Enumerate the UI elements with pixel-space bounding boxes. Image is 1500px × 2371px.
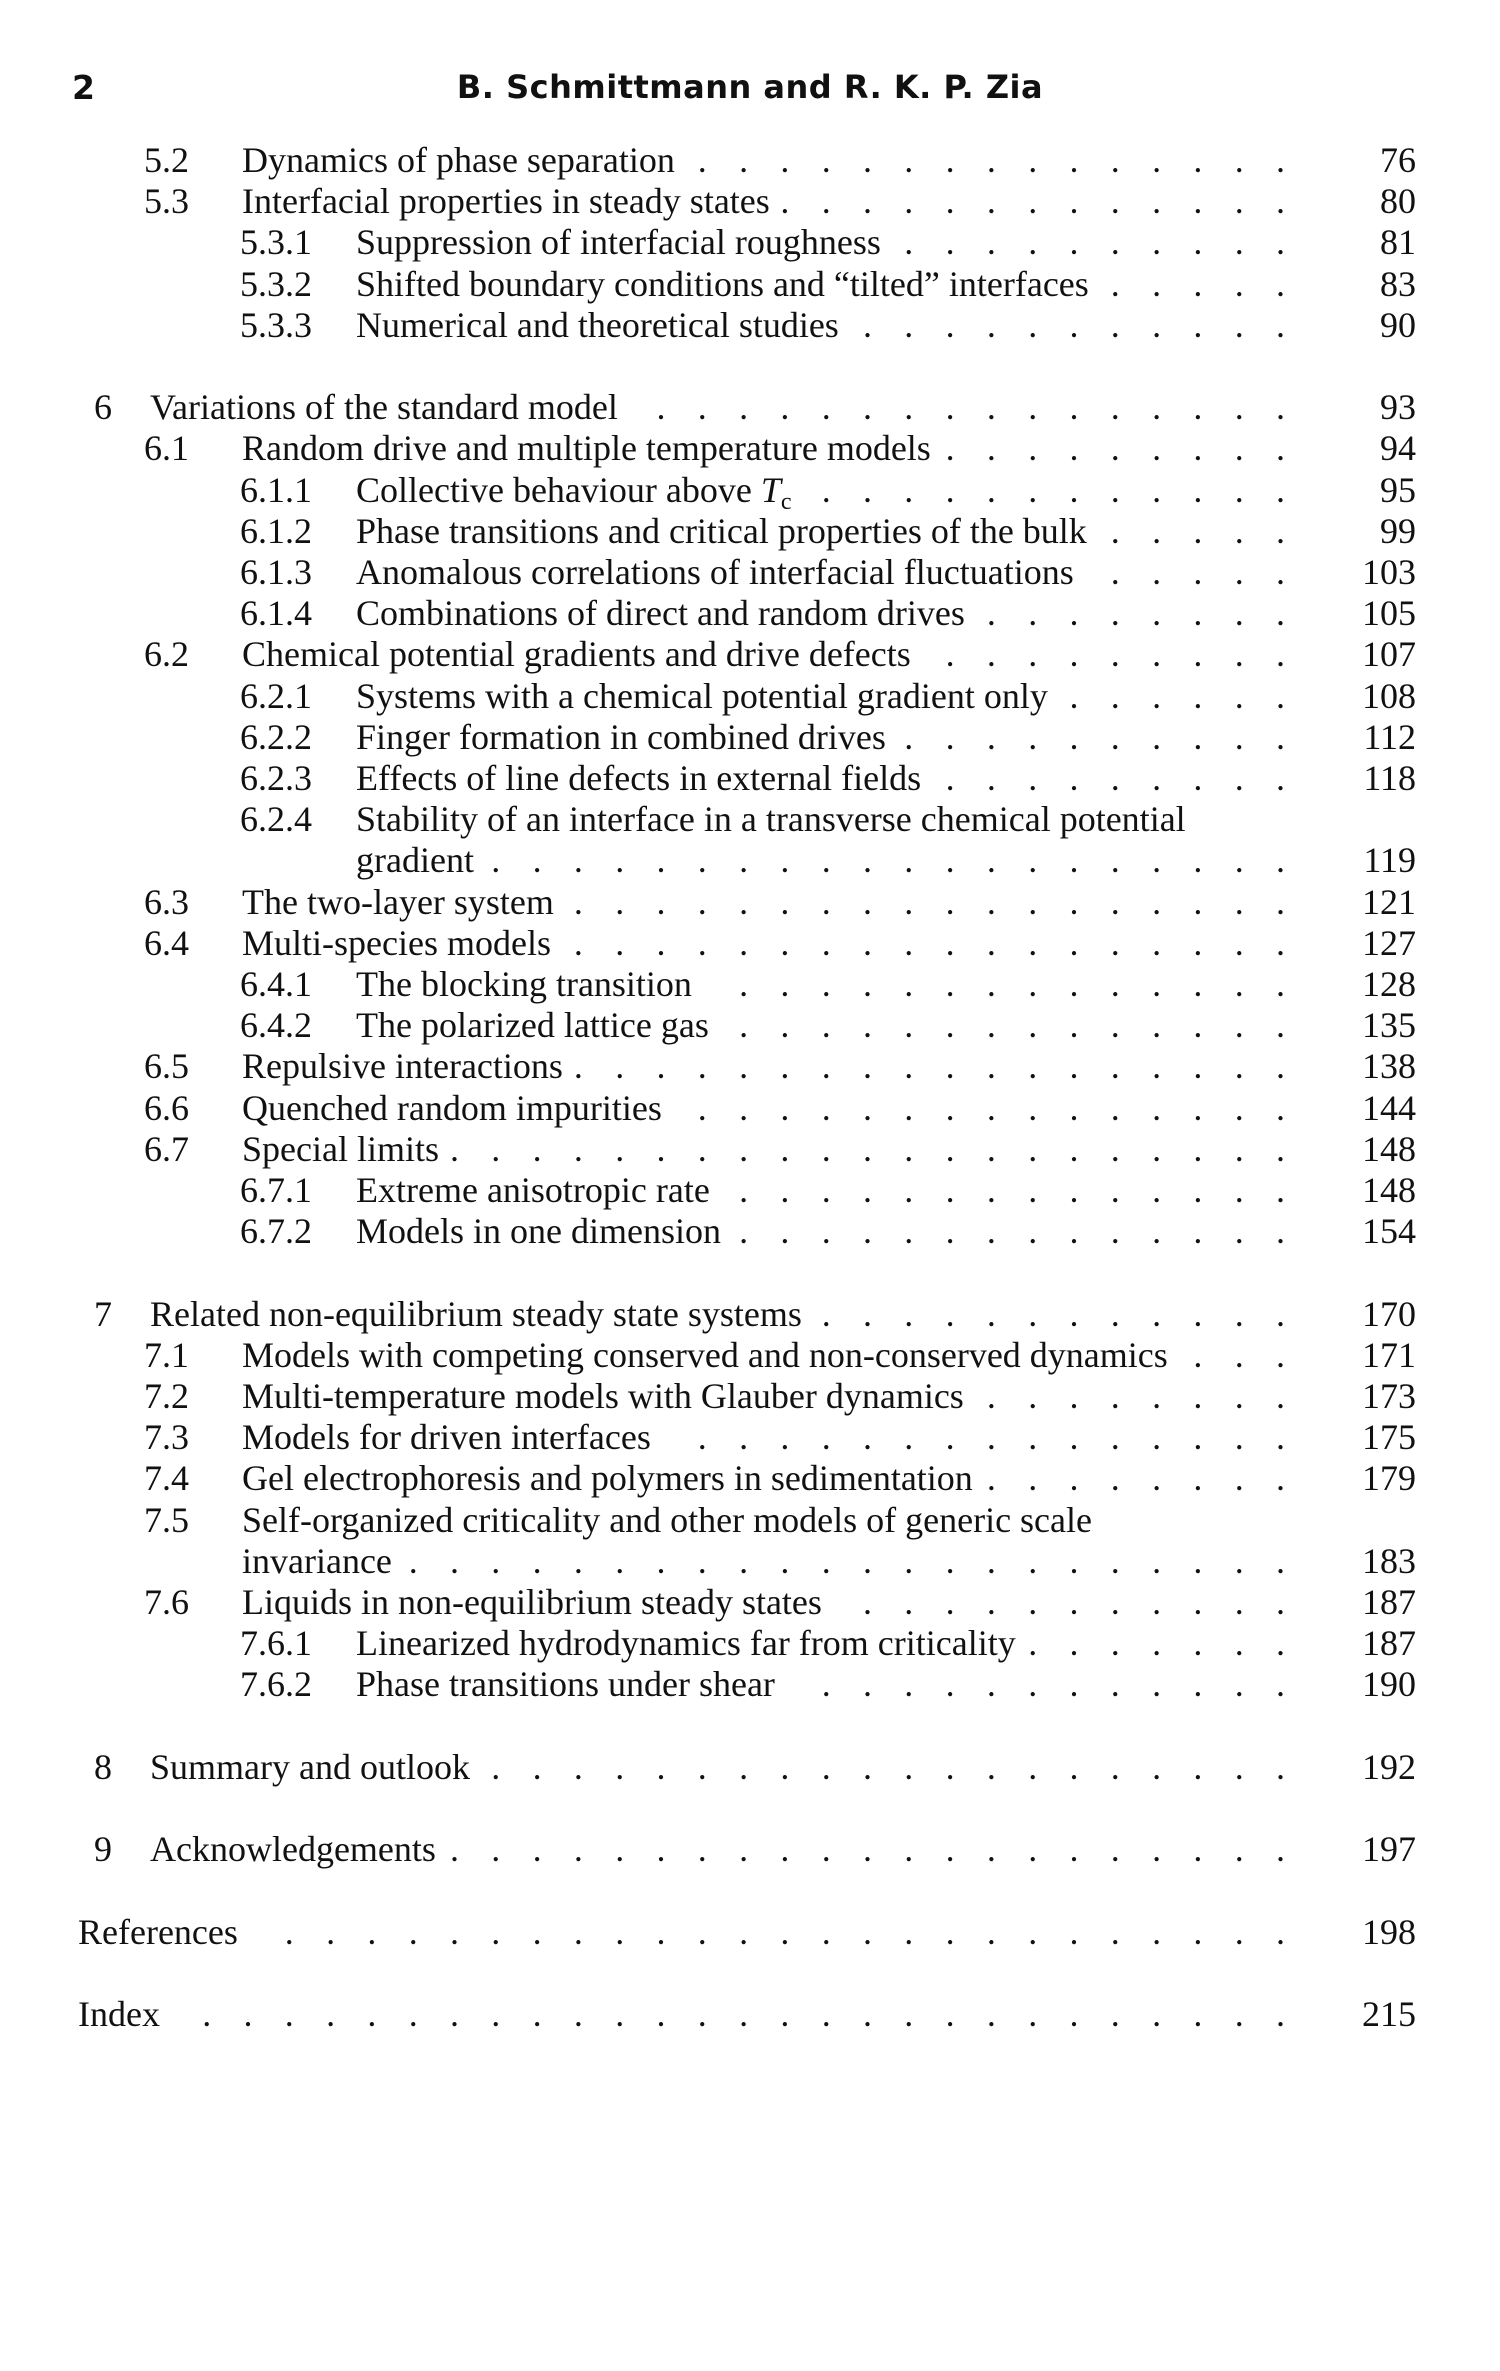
toc-entry-page: 83 bbox=[1380, 263, 1416, 304]
toc-entry-page: 148 bbox=[1362, 1128, 1416, 1169]
toc-entry: 6.1 Random drive and multiple temperature models . . . . . . . . . 94 bbox=[144, 428, 1416, 469]
toc-entry-title: Variations of the standard model bbox=[150, 387, 618, 428]
toc-entry-number: 6.2.3 bbox=[240, 758, 312, 798]
toc-entry-number: 6.2.4 bbox=[240, 799, 312, 840]
toc-entry: 6.6 Quenched random impurities . . . . . . . . . . . . . . . 144 bbox=[144, 1087, 1416, 1128]
toc-entry: 7.6 Liquids in non-equilibrium steady states . . . . . . . . . . . 187 bbox=[144, 1582, 1416, 1622]
toc-entry-page: 112 bbox=[1363, 716, 1416, 757]
toc-entry-title: Shifted boundary conditions and “tilted” interfaces bbox=[356, 263, 1089, 304]
toc-entry-number: 6.1 bbox=[144, 428, 189, 469]
toc-entry-page: 192 bbox=[1362, 1746, 1416, 1787]
toc-entry-number: 5.2 bbox=[144, 140, 189, 180]
toc-entry-number: 6.1.1 bbox=[240, 469, 312, 510]
toc-entry: 6.4.2 The polarized lattice gas . . . . . . . . . . . . . . 135 bbox=[240, 1005, 1416, 1046]
toc-entry-continuation: gradient . . . . . . . . . . . . . . . . . . . . 119 bbox=[356, 840, 1416, 881]
toc-entry-title-continued: invariance bbox=[242, 1540, 392, 1581]
toc-entry: 7.1 Models with competing conserved and non-conserved dynamics . . . 171 bbox=[144, 1334, 1416, 1375]
toc-entry: 5.2 Dynamics of phase separation . . . . . . . . . . . . . . . 76 bbox=[144, 140, 1416, 180]
toc-entry: 6.5 Repulsive interactions . . . . . . . . . . . . . . . . . . 138 bbox=[144, 1046, 1416, 1087]
toc-entry-number: 6.7.1 bbox=[240, 1170, 312, 1210]
toc-entry-page: 173 bbox=[1362, 1376, 1416, 1416]
toc-entry: References . . . . . . . . . . . . . . . . . . . . . . . . . 198 bbox=[78, 1911, 1416, 1952]
toc-entry-page: 93 bbox=[1380, 387, 1416, 428]
toc-entry-page: 138 bbox=[1362, 1046, 1416, 1087]
toc-entry-title: Finger formation in combined drives bbox=[356, 716, 886, 757]
toc-entry-title: Summary and outlook bbox=[150, 1746, 470, 1787]
toc-entry-page: 171 bbox=[1362, 1334, 1416, 1375]
toc-entry-title: The blocking transition bbox=[356, 964, 692, 1004]
toc-entry: 6 Variations of the standard model . . . . . . . . . . . . . . . . 93 bbox=[94, 387, 1416, 428]
toc-entry-title: Stability of an interface in a transverse chemical potential bbox=[356, 799, 1186, 840]
toc-entry: 7.4 Gel electrophoresis and polymers in sedimentation . . . . . . . . 179 bbox=[144, 1458, 1416, 1499]
toc-entry-page: 154 bbox=[1362, 1211, 1416, 1252]
toc-entry-title: Quenched random impurities bbox=[242, 1087, 662, 1128]
toc-entry-page: 127 bbox=[1362, 922, 1416, 963]
toc-entry-title: Linearized hydrodynamics far from criticality bbox=[356, 1623, 1016, 1664]
toc-entry: 6.1.4 Combinations of direct and random drives . . . . . . . . 105 bbox=[240, 593, 1416, 634]
toc-entry-page: 119 bbox=[1363, 840, 1416, 881]
toc-entry bbox=[0, 1500, 1500, 1541]
toc-entry: 6.4.1 The blocking transition . . . . . . . . . . . . . . 128 bbox=[240, 964, 1416, 1004]
toc-entry-page: 76 bbox=[1380, 140, 1416, 180]
toc-entry: 6.3 The two-layer system . . . . . . . . . . . . . . . . . . 121 bbox=[144, 881, 1416, 922]
running-header: B. Schmittmann and R. K. P. Zia bbox=[456, 68, 1044, 106]
toc-entry-number: 6.4.2 bbox=[240, 1005, 312, 1046]
toc-entry-number: 7.4 bbox=[144, 1458, 189, 1499]
toc-entry-title: Related non-equilibrium steady state systems bbox=[150, 1293, 802, 1334]
toc-entry: 5.3.1 Suppression of interfacial roughness . . . . . . . . . . 81 bbox=[240, 222, 1416, 263]
toc-entry: 7.6.1 Linearized hydrodynamics far from criticality . . . . . . . 187 bbox=[240, 1623, 1416, 1664]
toc-entry-page: 81 bbox=[1380, 222, 1416, 263]
toc-entry-page: 107 bbox=[1362, 634, 1416, 675]
toc-entry-page: 187 bbox=[1362, 1582, 1416, 1622]
toc-entry-number: 5.3.1 bbox=[240, 222, 312, 263]
toc-entry-title: Effects of line defects in external fields bbox=[356, 758, 922, 798]
page-number: 2 bbox=[72, 68, 95, 107]
toc-entry-number: 6.7 bbox=[144, 1128, 189, 1169]
toc-entry-page: 95 bbox=[1380, 469, 1416, 510]
toc-entry-page: 128 bbox=[1362, 964, 1416, 1004]
toc-entry-title: Models with competing conserved and non-conserved dynamics bbox=[242, 1334, 1168, 1375]
toc-entry-title: Random drive and multiple temperature models bbox=[242, 428, 931, 469]
toc-entry-title: Combinations of direct and random drives bbox=[356, 593, 965, 634]
toc-entry-page: 94 bbox=[1380, 428, 1416, 469]
toc-entry-title: Anomalous correlations of interfacial fluctuations bbox=[356, 552, 1074, 592]
toc-entry-page: 179 bbox=[1362, 1458, 1416, 1499]
toc-entry: 6.4 Multi-species models . . . . . . . . . . . . . . . . . . 127 bbox=[144, 922, 1416, 963]
toc-entry: 6.1.2 Phase transitions and critical properties of the bulk . . . . . 99 bbox=[240, 510, 1416, 551]
toc-entry-title: Phase transitions and critical properties of the bulk bbox=[356, 510, 1087, 551]
toc-entry-number: 5.3.3 bbox=[240, 304, 312, 345]
toc-entry-page: 148 bbox=[1362, 1170, 1416, 1210]
toc-entry-title: Self-organized criticality and other models of generic scale bbox=[242, 1499, 1092, 1540]
toc-entry-page: 99 bbox=[1380, 510, 1416, 551]
math-subscript: c bbox=[780, 488, 792, 515]
toc-entry-title: Multi-species models bbox=[242, 922, 551, 963]
toc-entry-number: 5.3.2 bbox=[240, 263, 312, 304]
toc-entry-title: Dynamics of phase separation bbox=[242, 140, 675, 180]
toc-entry: 6.7 Special limits . . . . . . . . . . . . . . . . . . . . . 148 bbox=[144, 1128, 1416, 1169]
toc-entry-page: 121 bbox=[1362, 881, 1416, 922]
toc-entry-page: 90 bbox=[1380, 304, 1416, 345]
toc-entry-number: 6.1.3 bbox=[240, 552, 312, 592]
toc-entry: 7.6.2 Phase transitions under shear . . . . . . . . . . . . 190 bbox=[240, 1664, 1416, 1705]
toc-entry-page: 103 bbox=[1362, 552, 1416, 592]
toc-entry-title: Liquids in non-equilibrium steady states bbox=[242, 1582, 822, 1622]
toc-entry-page: 80 bbox=[1380, 181, 1416, 222]
toc-entry-page: 135 bbox=[1362, 1005, 1416, 1046]
toc-entry-number: 7.1 bbox=[144, 1334, 189, 1375]
toc-entry-number: 6.4.1 bbox=[240, 964, 312, 1004]
toc-entry-title: Phase transitions under shear bbox=[356, 1664, 775, 1705]
toc-entry: Index . . . . . . . . . . . . . . . . . . . . . . . . . . . 215 bbox=[78, 1994, 1416, 2034]
toc-entry-number: 6.6 bbox=[144, 1087, 189, 1128]
toc-entry-number: 7.2 bbox=[144, 1376, 189, 1416]
toc-entry-number: 6.3 bbox=[144, 881, 189, 922]
toc-entry-title: Models for driven interfaces bbox=[242, 1417, 651, 1458]
toc-entry-number: 6.2 bbox=[144, 634, 189, 675]
toc-entry-title: The polarized lattice gas bbox=[356, 1005, 709, 1046]
toc-entry-number: 7.6.1 bbox=[240, 1623, 312, 1664]
toc-entry-number: 6.1.2 bbox=[240, 510, 312, 551]
toc-entry-page: 183 bbox=[1362, 1540, 1416, 1581]
toc-entry-title: Interfacial properties in steady states bbox=[242, 181, 770, 222]
toc-entry-number: 5.3 bbox=[144, 181, 189, 222]
toc-entry: 5.3 Interfacial properties in steady states . . . . . . . . . . . . . 80 bbox=[144, 181, 1416, 222]
toc-entry-title: Chemical potential gradients and drive defects bbox=[242, 634, 911, 675]
toc-entry-title: Multi-temperature models with Glauber dynamics bbox=[242, 1376, 964, 1416]
toc-entry-page: 187 bbox=[1362, 1623, 1416, 1664]
toc-entry: 6.2.3 Effects of line defects in external fields . . . . . . . . . 118 bbox=[240, 758, 1416, 798]
toc-entry: 5.3.3 Numerical and theoretical studies . . . . . . . . . . . 90 bbox=[240, 304, 1416, 345]
toc-entry-number: 7.3 bbox=[144, 1417, 189, 1458]
toc-entry-number: 6.7.2 bbox=[240, 1211, 312, 1252]
toc-entry: 5.3.2 Shifted boundary conditions and “tilted” interfaces . . . . . 83 bbox=[240, 263, 1416, 304]
toc-entry-title: Gel electrophoresis and polymers in sedimentation bbox=[242, 1458, 973, 1499]
toc-entry-number: 7 bbox=[94, 1293, 112, 1334]
toc-entry-number: 7.6.2 bbox=[240, 1664, 312, 1705]
toc-entry-number: 6.5 bbox=[144, 1046, 189, 1087]
toc-entry-number: 6 bbox=[94, 387, 112, 428]
toc-entry-title: Index bbox=[78, 1994, 160, 2034]
toc-entry-number: 7.6 bbox=[144, 1582, 189, 1622]
toc-entry-page: 175 bbox=[1362, 1417, 1416, 1458]
toc-entry-page: 197 bbox=[1362, 1829, 1416, 1870]
toc-entry: 9 Acknowledgements . . . . . . . . . . . . . . . . . . . . . 197 bbox=[94, 1829, 1416, 1870]
toc-entry: 6.7.1 Extreme anisotropic rate . . . . . . . . . . . . . . 148 bbox=[240, 1170, 1416, 1210]
toc-entry-page: 105 bbox=[1362, 593, 1416, 634]
toc-entry-title: Systems with a chemical potential gradient only bbox=[356, 675, 1048, 716]
toc-entry-title: Numerical and theoretical studies bbox=[356, 304, 839, 345]
toc-entry bbox=[0, 799, 1500, 840]
toc-entry: 6.1.1 Collective behaviour above $T_c$ . . . . . . . . . . . . 95 bbox=[0, 470, 1500, 511]
toc-entry-title: Acknowledgements bbox=[150, 1829, 436, 1870]
toc-entry: 6.1.3 Anomalous correlations of interfacial fluctuations . . . . . 103 bbox=[240, 552, 1416, 592]
toc-entry: 6.2 Chemical potential gradients and drive defects . . . . . . . . . 107 bbox=[144, 634, 1416, 675]
toc-entry-page: 144 bbox=[1362, 1087, 1416, 1128]
toc-entry: 6.2.1 Systems with a chemical potential gradient only . . . . . . 108 bbox=[240, 675, 1416, 716]
toc-entry-continuation: invariance . . . . . . . . . . . . . . . . . . . . . . 183 bbox=[242, 1540, 1416, 1581]
toc-entry-page: 108 bbox=[1362, 675, 1416, 716]
toc-entry: 7.2 Multi-temperature models with Glauber dynamics . . . . . . . . 173 bbox=[144, 1376, 1416, 1416]
toc-entry-title: Special limits bbox=[242, 1128, 439, 1169]
toc-entry-title: References bbox=[78, 1911, 238, 1952]
toc-entry: 7.3 Models for driven interfaces . . . . . . . . . . . . . . . 175 bbox=[144, 1417, 1416, 1458]
toc-entry-title: The two-layer system bbox=[242, 881, 554, 922]
toc-entry-title-continued: gradient bbox=[356, 840, 474, 881]
toc-entry-page: 170 bbox=[1362, 1293, 1416, 1334]
toc-entry-title: Extreme anisotropic rate bbox=[356, 1170, 710, 1210]
toc-entry-title: Collective behaviour above $T_c$ bbox=[356, 469, 792, 515]
toc-entry: 6.2.2 Finger formation in combined drives . . . . . . . . . . 112 bbox=[240, 716, 1416, 757]
toc-entry-title: Models in one dimension bbox=[356, 1211, 721, 1252]
toc-entry-number: 6.4 bbox=[144, 922, 189, 963]
toc-entry-title: Repulsive interactions bbox=[242, 1046, 563, 1087]
toc-entry-number: 6.1.4 bbox=[240, 593, 312, 634]
toc-entry: 8 Summary and outlook . . . . . . . . . . . . . . . . . . . . 192 bbox=[94, 1746, 1416, 1787]
toc-entry: 7 Related non-equilibrium steady state systems . . . . . . . . . . . . 170 bbox=[94, 1293, 1416, 1334]
toc-entry-number: 6.2.2 bbox=[240, 716, 312, 757]
toc-entry-number: 6.2.1 bbox=[240, 675, 312, 716]
toc-entry-page: 215 bbox=[1362, 1994, 1416, 2034]
toc-entry: 6.7.2 Models in one dimension . . . . . . . . . . . . . . 154 bbox=[240, 1211, 1416, 1252]
toc-entry-page: 118 bbox=[1363, 758, 1416, 798]
toc-entry-page: 190 bbox=[1362, 1664, 1416, 1705]
toc-entry-number: 7.5 bbox=[144, 1499, 189, 1540]
toc-entry-page: 198 bbox=[1362, 1911, 1416, 1952]
toc-entry-number: 8 bbox=[94, 1746, 112, 1787]
toc-entry-number: 9 bbox=[94, 1829, 112, 1870]
toc-entry-title: Suppression of interfacial roughness bbox=[356, 222, 881, 263]
math-symbol: T bbox=[760, 469, 781, 510]
